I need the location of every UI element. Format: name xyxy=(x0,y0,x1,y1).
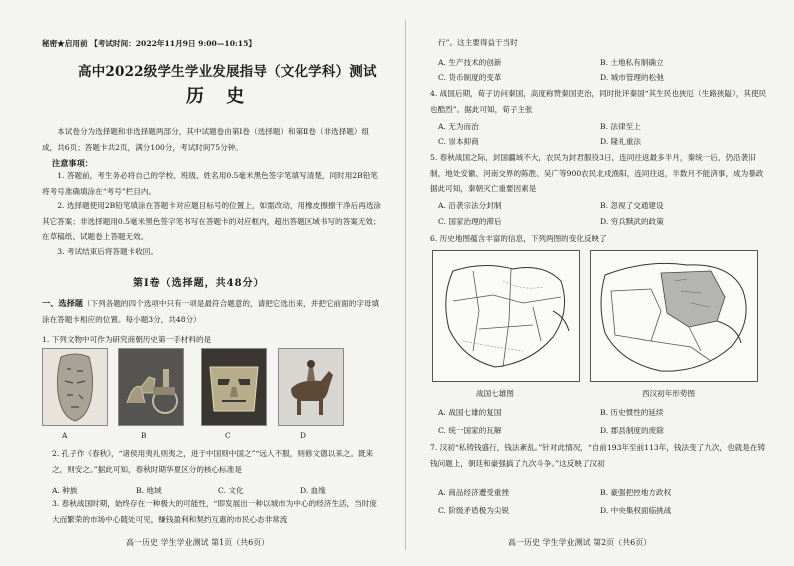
q7-option-a: A. 商品经济遭受重挫 xyxy=(438,488,510,497)
artifact-d-image xyxy=(278,348,344,426)
q4-option-d: D. 隆礼重法 xyxy=(600,137,642,146)
q3-continuation: 行”。这主要得益于当时 xyxy=(438,38,518,47)
q1-stem: 1. 下列文物中可作为研究商朝历史第一手材料的是 xyxy=(42,335,212,344)
q2-option-b: B. 地域 xyxy=(136,486,162,495)
artifact-c-label: C xyxy=(225,431,231,440)
q5-option-c: C. 国家治理的滞后 xyxy=(438,217,502,226)
q3-stem: 3. 春秋战国时期，始终存在一种极大的可能性，“即发展出一种以城市为中心的经济生活，当时庞大而繁荣的市场中心随处可见，赚钱盈利和契约互惠的市民心态非常流 xyxy=(52,499,377,524)
q6-option-b: B. 历史惯性的延续 xyxy=(600,408,664,417)
q6-option-c: C. 统一国家的瓦解 xyxy=(438,426,502,435)
q4-option-c: C. 崇本抑商 xyxy=(438,137,479,146)
exam-title: 高中2022级学生学业发展指导（文化学科）测试 xyxy=(78,64,377,80)
bronze-mask-icon xyxy=(202,349,266,425)
western-han-map-icon xyxy=(591,251,757,381)
section1-instructions xyxy=(42,296,382,327)
q2-stem: 2. 孔子作《春秋》，“诸侯用夷礼则夷之，进于中国则中国之”“远人不服，则修文德以来之。既来之，则安之。”据此可知，春秋时期华夏区分的核心标准是 xyxy=(52,449,374,474)
q7-option-c: C. 阶级矛盾极为尖锐 xyxy=(438,506,510,515)
section1-desc: （下列各题的四个选项中只有一项是最符合题意的，请把它选出来，并把它前面的字母填涂在答题卡相应的位置。每小题3分，共48分） xyxy=(42,299,380,324)
western-han-map xyxy=(590,250,758,382)
artifact-a-image xyxy=(42,348,108,426)
page-divider xyxy=(405,20,406,550)
q5-option-d: D. 穷兵黩武的政策 xyxy=(600,217,664,226)
warring-states-map-icon xyxy=(433,251,579,381)
notice-1: 1. 答题前，考生务必将自己的学校、班级、姓名用0.5毫米黑色签字笔填写清楚，同时用2B铅笔将考号准确填涂在“考号”栏目内。 xyxy=(42,171,378,196)
bronze-chariot-icon xyxy=(119,349,183,425)
artifact-d-label: D xyxy=(300,431,306,440)
notice-2: 2. 选择题使用2B铅笔填涂在答题卡对应题目标号的位置上，如需改动，用橡皮擦擦干净后再选涂其它答案；非选择题用0.5毫米黑色签字笔书写在答题卡的对应框内，超出答题区域书写的答案无效；在草稿纸、试题卷上答题无效。 xyxy=(42,201,382,241)
warring-states-map xyxy=(432,250,580,382)
q7-option-b: B. 豪强把控地方政权 xyxy=(600,488,672,497)
q3-option-a: A. 生产技术的创新 xyxy=(438,58,502,67)
q5-option-b: B. 忽视了交通建设 xyxy=(600,201,664,210)
tang-horse-figurine-icon xyxy=(279,349,343,425)
page-2-footer: 高一历史 学生学业测试 第2页（共6页） xyxy=(508,538,652,547)
q4-option-b: B. 法律至上 xyxy=(600,122,641,131)
artifact-c-image xyxy=(201,348,267,426)
q7-stem: 7. 汉初“私铸钱盛行，钱法紊乱。”针对此情况，“自前193年至前113年，钱法变了九次，也就是在铸钱问题上，朝廷和豪强搞了九次斗争。”这反映了汉初 xyxy=(430,443,766,468)
q6-stem: 6. 历史地图蕴含丰富的信息，下列两图的变化反映了 xyxy=(430,234,607,243)
artifact-b-image xyxy=(118,348,184,426)
bone-inscription-icon xyxy=(43,349,107,425)
q2-option-c: C. 文化 xyxy=(218,486,244,495)
q5-stem: 5. 春秋战国之际，封国疆域不大，农民为封君服役3日，连同往返最多半月，秦统一后，仍沿袭旧制，地处安徽、河南交界的陈胜、吴广等900农民北戍渔阳，连同往返，半数月不能済事，成为暴政据此可知，秦朝灭亡重要因素是 xyxy=(430,153,764,193)
q4-stem: 4. 战国后期，荀子访问秦国，高度称赞秦国吏治，同时批评秦国“其生民也狭厄（生路狭隘），其使民也酷烈”。据此可知，荀子主张 xyxy=(430,89,767,114)
q3-option-d: D. 城市管理的松弛 xyxy=(600,73,664,82)
page-1-footer: 高一历史 学生学业测试 第1页（共6页） xyxy=(126,538,270,547)
part1-title: 第Ⅰ卷（选择题，共48分） xyxy=(133,278,265,289)
q2-option-d: D. 血缘 xyxy=(300,486,326,495)
q3-option-c: C. 货币制度的变革 xyxy=(438,73,502,82)
map2-caption: 西汉初年形势图 xyxy=(642,389,696,398)
q7-option-d: D. 中央集权面临挑战 xyxy=(600,506,672,515)
q4-option-a: A. 无为而治 xyxy=(438,122,479,131)
notice-3: 3. 考试结束后将答题卡收回。 xyxy=(57,247,158,256)
section1-label: 一、选择题 xyxy=(42,298,83,308)
q3-option-b: B. 土地私有制确立 xyxy=(600,58,664,67)
secret-line: 秘密★启用前 【考试时间：2022年11月9日 9:00—10:15】 xyxy=(42,39,256,48)
artifact-a-label: A xyxy=(62,431,68,440)
page-1 xyxy=(38,0,388,566)
q6-option-d: D. 郡县制度的废除 xyxy=(600,426,664,435)
artifact-b-label: B xyxy=(141,431,147,440)
intro-paragraph: 本试卷分为选择题和非选择题两部分，其中试题卷由第Ⅰ卷（选择题）和第Ⅱ卷（非选择题）组成，共6页；答题卡共2页，满分100分，考试时间75分钟。 xyxy=(42,127,370,152)
q5-option-a: A. 沿袭宗法分封制 xyxy=(438,201,502,210)
subject-title: 历 史 xyxy=(186,86,253,107)
map1-caption: 战国七雄图 xyxy=(476,389,514,398)
q6-option-a: A. 战国七雄的复国 xyxy=(438,408,502,417)
notice-heading: 注意事项： xyxy=(52,158,93,168)
q2-option-a: A. 种族 xyxy=(52,486,78,495)
page-2 xyxy=(418,0,770,566)
